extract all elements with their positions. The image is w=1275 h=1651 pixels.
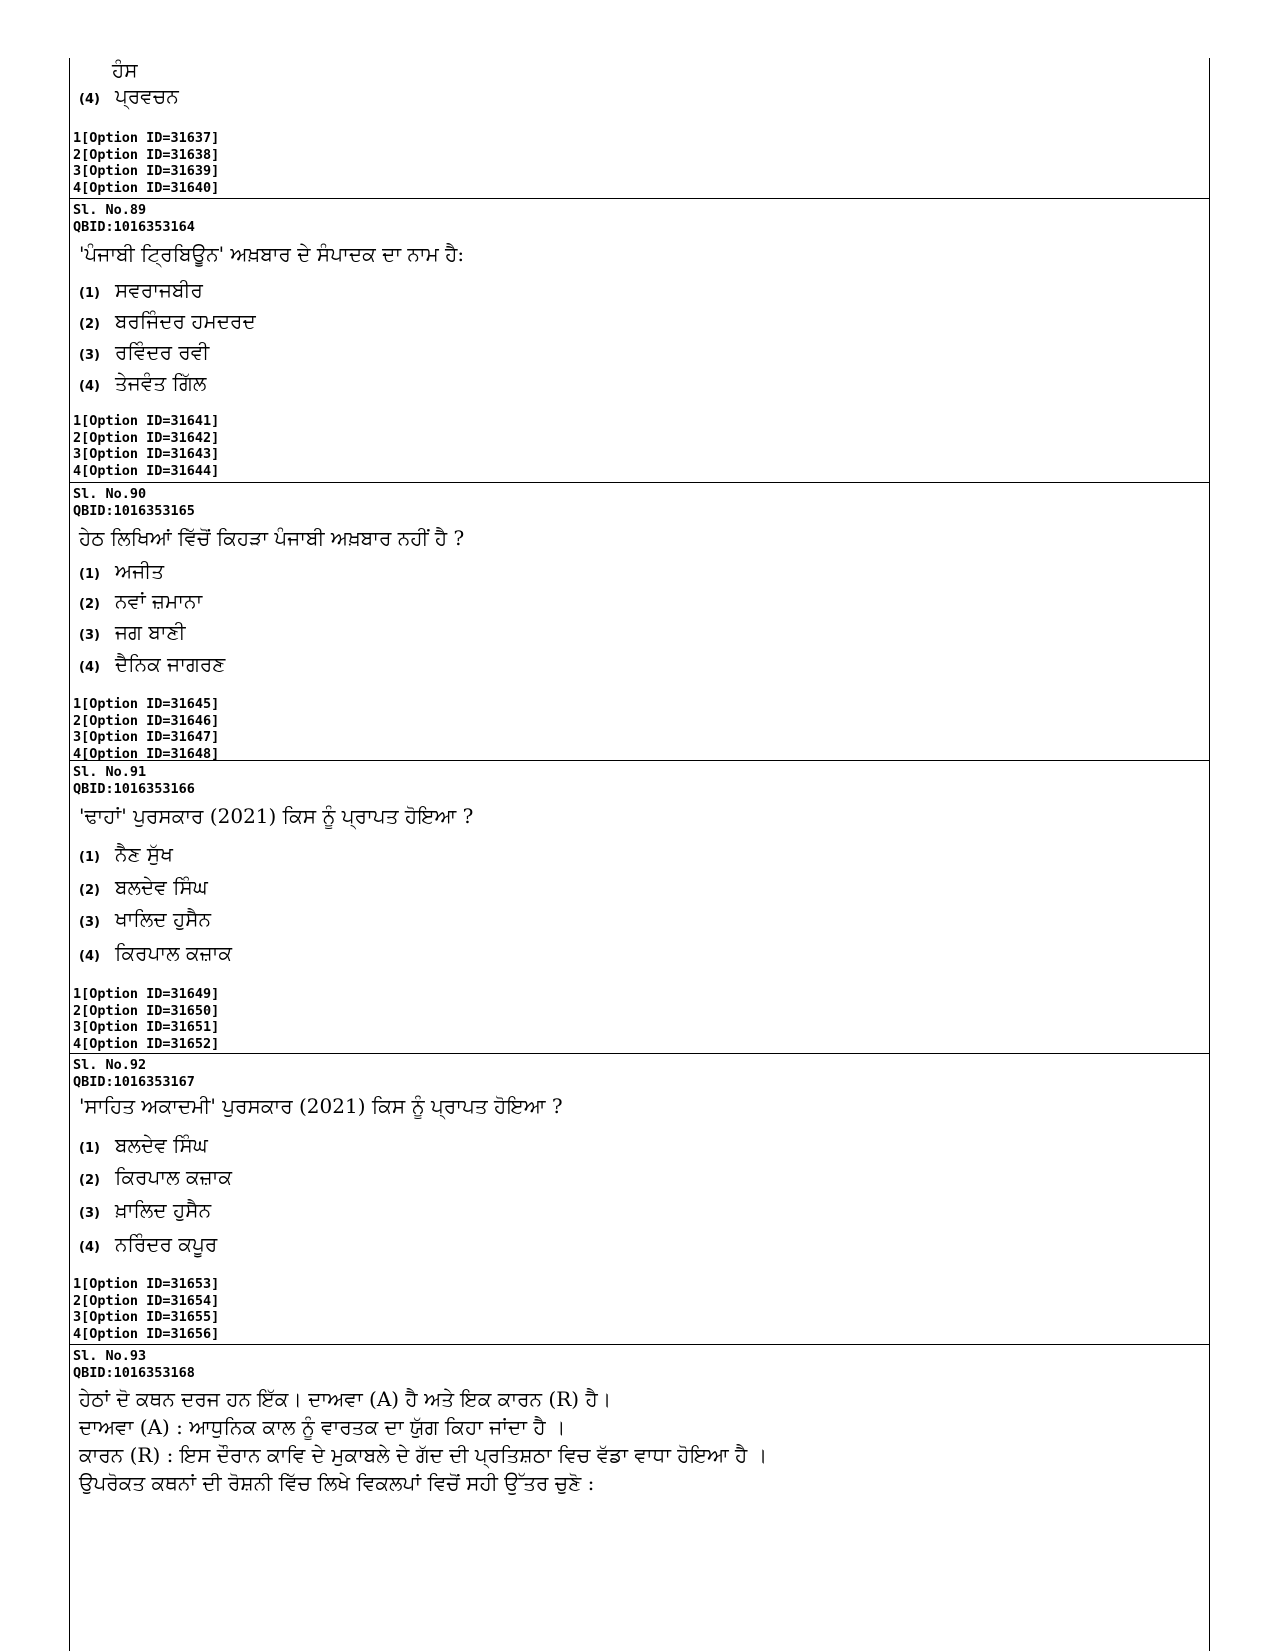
option-id-line: 1[Option ID=31637] bbox=[73, 130, 220, 146]
option-4 bbox=[79, 652, 225, 676]
option-id-line: 4[Option ID=31656] bbox=[73, 1325, 220, 1342]
option-1 bbox=[79, 559, 164, 583]
option-text: ਨਵਾਂ ਜ਼ਮਾਨਾ bbox=[115, 589, 203, 613]
question-header bbox=[73, 764, 195, 797]
option-text: ਬਲਦੇਵ ਸਿੰਘ bbox=[115, 1133, 208, 1157]
option-number: (2) bbox=[79, 1173, 100, 1188]
option-number: (4) bbox=[79, 379, 100, 394]
option-id-line: 4[Option ID=31640] bbox=[73, 179, 220, 196]
option-number: (2) bbox=[79, 883, 100, 898]
qbid: QBID:1016353166 bbox=[73, 780, 195, 797]
option-text: ਦੈਨਿਕ ਜਾਗਰਣ bbox=[115, 652, 226, 676]
option-4 bbox=[79, 941, 232, 965]
option-id-line: 3[Option ID=31647] bbox=[73, 729, 220, 745]
question-header bbox=[73, 1348, 195, 1381]
option-3-continuation-text: ਹੰਸ bbox=[112, 58, 138, 82]
qbid: QBID:1016353167 bbox=[73, 1073, 195, 1090]
option-id-line: 2[Option ID=31646] bbox=[73, 712, 220, 729]
option-id-line: 1[Option ID=31653] bbox=[73, 1276, 220, 1292]
option-id-line: 3[Option ID=31655] bbox=[73, 1309, 220, 1325]
option-1 bbox=[79, 278, 203, 302]
option-text: ਰਵਿੰਦਰ ਰਵੀ bbox=[115, 340, 210, 364]
serial-number: Sl. No.90 bbox=[73, 486, 147, 502]
question-text: 'ਪੰਜਾਬੀ ਟ੍ਰਿਬਿਊਨ' ਅਖ਼ਬਾਰ ਦੇ ਸੰਪਾਦਕ ਦਾ ਨਾਮ ਹੈ: bbox=[79, 242, 465, 266]
option-number: (1) bbox=[79, 1141, 100, 1156]
serial-number: Sl. No.89 bbox=[73, 202, 147, 218]
question-divider bbox=[70, 1344, 1209, 1345]
option-3 bbox=[79, 620, 186, 644]
option-text: ਸਵਰਾਜਬੀਰ bbox=[115, 278, 203, 302]
option-number: (4) bbox=[79, 949, 100, 964]
option-text: ਨੈਣ ਸੁੱਖ bbox=[115, 842, 173, 866]
question-divider bbox=[70, 1053, 1209, 1054]
option-3 bbox=[79, 340, 209, 364]
question-text: ਹੇਠ ਲਿਖਿਆਂ ਵਿੱਚੋਂ ਕਿਹੜਾ ਪੰਜਾਬੀ ਅਖ਼ਬਾਰ ਨਹੀਂ ਹੈ ? bbox=[79, 526, 465, 550]
question-header bbox=[73, 202, 195, 235]
question-statement bbox=[79, 1385, 767, 1497]
option-number: (4) bbox=[79, 1240, 100, 1255]
option-ids bbox=[73, 986, 219, 1052]
option-1 bbox=[79, 842, 173, 866]
option-id-line: 3[Option ID=31643] bbox=[73, 446, 220, 462]
option-number: (3) bbox=[79, 348, 100, 363]
question-divider bbox=[70, 482, 1209, 483]
option-text: ਤੇਜਵੰਤ ਗਿੱਲ bbox=[115, 371, 207, 395]
option-id-line: 2[Option ID=31650] bbox=[73, 1002, 220, 1019]
serial-number: Sl. No.92 bbox=[73, 1057, 147, 1073]
question-header bbox=[73, 1057, 195, 1090]
option-number: (3) bbox=[79, 915, 100, 930]
option-text: ਜਗ ਬਾਣੀ bbox=[115, 620, 186, 644]
option-id-line: 2[Option ID=31654] bbox=[73, 1292, 220, 1309]
option-text: ਨਰਿੰਦਰ ਕਪੂਰ bbox=[115, 1232, 218, 1256]
question-divider bbox=[70, 760, 1209, 761]
option-id-line: 1[Option ID=31649] bbox=[73, 986, 220, 1002]
option-number: (1) bbox=[79, 850, 100, 865]
question-text: 'ਸਾਹਿਤ ਅਕਾਦਮੀ' ਪੁਰਸਕਾਰ (2021) ਕਿਸ ਨੂੰ ਪ੍ਰਾਪਤ ਹੋਇਆ ? bbox=[79, 1094, 563, 1118]
statement-line: ਹੇਠਾਂ ਦੋ ਕਥਨ ਦਰਜ ਹਨ ਇੱਕ। ਦਾਅਵਾ (A) ਹੈ ਅਤੇ ਇਕ ਕਾਰਨ (R) ਹੈ। bbox=[79, 1387, 612, 1411]
serial-number: Sl. No.93 bbox=[73, 1348, 147, 1364]
option-text: ਪ੍ਰਵਚਨ bbox=[115, 84, 179, 108]
option-text: ਖ਼ਾਲਿਦ ਹੁਸੈਨ bbox=[115, 1198, 212, 1222]
question-divider bbox=[70, 198, 1209, 199]
option-text: ਬਰਜਿੰਦਰ ਹਮਦਰਦ bbox=[115, 309, 256, 333]
option-number: (2) bbox=[79, 317, 100, 332]
option-id-line: 3[Option ID=31651] bbox=[73, 1019, 220, 1035]
option-number: (1) bbox=[79, 567, 100, 582]
option-number: (4) bbox=[79, 92, 100, 107]
option-1 bbox=[79, 1133, 208, 1157]
option-ids bbox=[73, 696, 219, 762]
option-number: (3) bbox=[79, 1206, 100, 1221]
option-2 bbox=[79, 589, 202, 613]
option-3 bbox=[79, 1198, 211, 1222]
qbid: QBID:1016353165 bbox=[73, 502, 195, 519]
qbid: QBID:1016353168 bbox=[73, 1364, 195, 1381]
option-id-line: 4[Option ID=31652] bbox=[73, 1035, 220, 1052]
option-id-line: 2[Option ID=31638] bbox=[73, 146, 220, 163]
option-id-line: 3[Option ID=31639] bbox=[73, 163, 220, 179]
question-header bbox=[73, 486, 195, 519]
option-ids bbox=[73, 130, 219, 196]
question-text: 'ਢਾਹਾਂ' ਪੁਰਸਕਾਰ (2021) ਕਿਸ ਨੂੰ ਪ੍ਰਾਪਤ ਹੋਇਆ ? bbox=[79, 804, 474, 828]
statement-line: ਕਾਰਨ (R) : ਇਸ ਦੌਰਾਨ ਕਾਵਿ ਦੇ ਮੁਕਾਬਲੇ ਦੇ ਗੱਦ ਦੀ ਪ੍ਰਤਿਸ਼ਠਾ ਵਿਚ ਵੱਡਾ ਵਾਧਾ ਹੋਇਆ ਹੈ । bbox=[79, 1443, 768, 1467]
option-2 bbox=[79, 309, 256, 333]
option-ids bbox=[73, 413, 219, 479]
option-id-line: 1[Option ID=31641] bbox=[73, 413, 220, 429]
option-id-line: 4[Option ID=31648] bbox=[73, 745, 220, 762]
option-ids bbox=[73, 1276, 219, 1342]
option-id-line: 2[Option ID=31642] bbox=[73, 429, 220, 446]
option-text: ਅਜੀਤ bbox=[115, 559, 165, 583]
serial-number: Sl. No.91 bbox=[73, 764, 147, 780]
option-4 bbox=[79, 84, 179, 108]
option-4 bbox=[79, 371, 206, 395]
statement-line: ਉਪਰੋਕਤ ਕਥਨਾਂ ਦੀ ਰੋਸ਼ਨੀ ਵਿੱਚ ਲਿਖੇ ਵਿਕਲਪਾਂ ਵਿਚੋਂ ਸਹੀ ਉੱਤਰ ਚੁਣੋ : bbox=[79, 1471, 595, 1495]
option-3 bbox=[79, 907, 211, 931]
option-number: (1) bbox=[79, 286, 100, 301]
question-paper-frame bbox=[69, 58, 1210, 1651]
option-2 bbox=[79, 875, 208, 899]
option-2 bbox=[79, 1165, 232, 1189]
option-text: ਬਲਦੇਵ ਸਿੰਘ bbox=[115, 875, 208, 899]
option-id-line: 1[Option ID=31645] bbox=[73, 696, 220, 712]
option-id-line: 4[Option ID=31644] bbox=[73, 462, 220, 479]
option-4 bbox=[79, 1232, 217, 1256]
option-text: ਕਿਰਪਾਲ ਕਜ਼ਾਕ bbox=[115, 941, 233, 965]
option-number: (2) bbox=[79, 597, 100, 612]
qbid: QBID:1016353164 bbox=[73, 218, 195, 235]
option-text: ਕਿਰਪਾਲ ਕਜ਼ਾਕ bbox=[115, 1165, 233, 1189]
option-number: (4) bbox=[79, 660, 100, 675]
statement-line: ਦਾਅਵਾ (A) : ਆਧੁਨਿਕ ਕਾਲ ਨੂੰ ਵਾਰਤਕ ਦਾ ਯੁੱਗ ਕਿਹਾ ਜਾਂਦਾ ਹੈ । bbox=[79, 1415, 566, 1439]
option-text: ਖਾਲਿਦ ਹੁਸੈਨ bbox=[115, 907, 212, 931]
option-number: (3) bbox=[79, 628, 100, 643]
